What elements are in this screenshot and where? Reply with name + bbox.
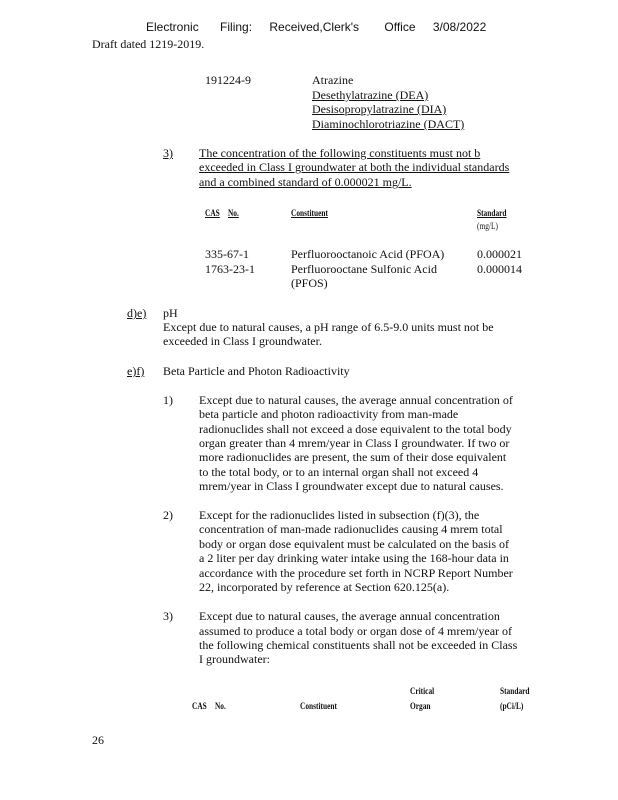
radio-col-constituent: Constituent (300, 701, 337, 711)
header-electronic: Electronic (146, 20, 199, 34)
header-office: Office (384, 20, 416, 34)
beta-title: Beta Particle and Photon Radioactivity (163, 364, 350, 378)
beta-item1-line: beta particle and photon radioactivity from man-made (199, 407, 459, 421)
beta-item2-line: 22, incorporated by reference at Section 620.125(a). (199, 580, 450, 594)
beta-item-number: 1) (163, 393, 173, 407)
beta-item2-line: accordance with the procedure set forth in NCRP Report Number (199, 566, 513, 580)
pfas-col-standard: Standard (477, 208, 507, 218)
beta-item3-line: I groundwater: (199, 652, 270, 666)
pfas-row-name: Perfluorooctanoic Acid (PFOA) (291, 247, 445, 261)
beta-item1-line: to the total body, or to an internal organ shall not exceed 4 (199, 465, 479, 479)
beta-item2-line: Except for the radionuclides listed in subsection (f)(3), the (199, 508, 480, 522)
radio-col-standard: Standard (500, 686, 530, 696)
ph-title: pH (163, 306, 178, 320)
beta-item3-line: assumed to produce a total body or organ dose of 4 mrem/year of (199, 624, 513, 638)
ph-line2: exceeded in Class I groundwater. (163, 334, 322, 348)
beta-item3-line: Except due to natural causes, the average annual concentration (199, 609, 500, 623)
beta-item1-line: mrem/year in Class I groundwater except due to natural causes. (199, 479, 504, 493)
item3-number: 3) (163, 146, 173, 160)
beta-item2-line: a 2 liter per day drinking water intake using the 168-hour data in (199, 551, 509, 565)
header-received: Received,Clerk's (269, 20, 360, 34)
radio-col-organ: Organ (410, 701, 431, 711)
radio-col-units: (pCi/L) (500, 701, 524, 711)
ph-line1: Except due to natural causes, a pH range of 6.5-9.0 units must not be (163, 320, 494, 334)
beta-label: e)f) (127, 364, 145, 378)
page-number: 26 (92, 733, 104, 747)
item3-line2: exceeded in Class I groundwater at both the individual standards (199, 160, 510, 174)
triazine-atrazine: Atrazine (312, 73, 354, 87)
beta-item-number: 2) (163, 508, 173, 522)
header-date: 3/08/2022 (432, 20, 487, 34)
beta-item1-line: organ greater than 4 mrem/year in Class I groundwater. If two or (199, 436, 510, 450)
beta-item2-line: body or organ dose equivalent must be calculated on the basis of (199, 537, 510, 551)
pfas-col-constituent: Constituent (291, 208, 328, 218)
triazine-dia: Desisopropylatrazine (DIA) (312, 102, 447, 116)
beta-item2-line: concentration of man-made radionuclides causing 4 mrem total (199, 522, 503, 536)
radio-col-cas: CAS No. (192, 701, 226, 711)
pfas-row-name: Perfluorooctane Sulfonic Acid (291, 262, 437, 276)
pfas-row-cas: 335-67-1 (205, 247, 249, 261)
item3-line1: The concentration of the following constituents must not b (199, 146, 481, 160)
beta-item1-line: more radionuclides are present, the sum of their dose equivalent (199, 450, 507, 464)
radio-col-critical: Critical (410, 686, 435, 696)
triazine-cas: 191224-9 (205, 73, 251, 87)
pfas-row-cas: 1763-23-1 (205, 262, 255, 276)
pfas-row-value: 0.000014 (477, 262, 522, 276)
triazine-dact: Diaminochlorotriazine (DACT) (312, 117, 465, 131)
pfas-row-name-cont: (PFOS) (291, 276, 328, 290)
triazine-dea: Desethylatrazine (DEA) (312, 88, 429, 102)
header-filing: Filing: (220, 20, 253, 34)
beta-item1-line: Except due to natural causes, the average annual concentration of (199, 393, 513, 407)
item3-line3: and a combined standard of 0.000021 mg/L. (199, 175, 412, 189)
pfas-row-value: 0.000021 (477, 247, 522, 261)
ph-label: d)e) (127, 306, 147, 320)
beta-item3-line: the following chemical constituents shall not be exceeded in Class (199, 638, 518, 652)
beta-item-number: 3) (163, 609, 173, 623)
filing-header (146, 20, 486, 35)
draft-date: Draft dated 1219-2019. (92, 37, 205, 51)
pfas-col-units: (mg/L) (477, 221, 498, 231)
pfas-col-cas: CAS No. (205, 208, 239, 218)
beta-item1-line: radionuclides shall not exceed a dose equivalent to the total body (199, 422, 512, 436)
